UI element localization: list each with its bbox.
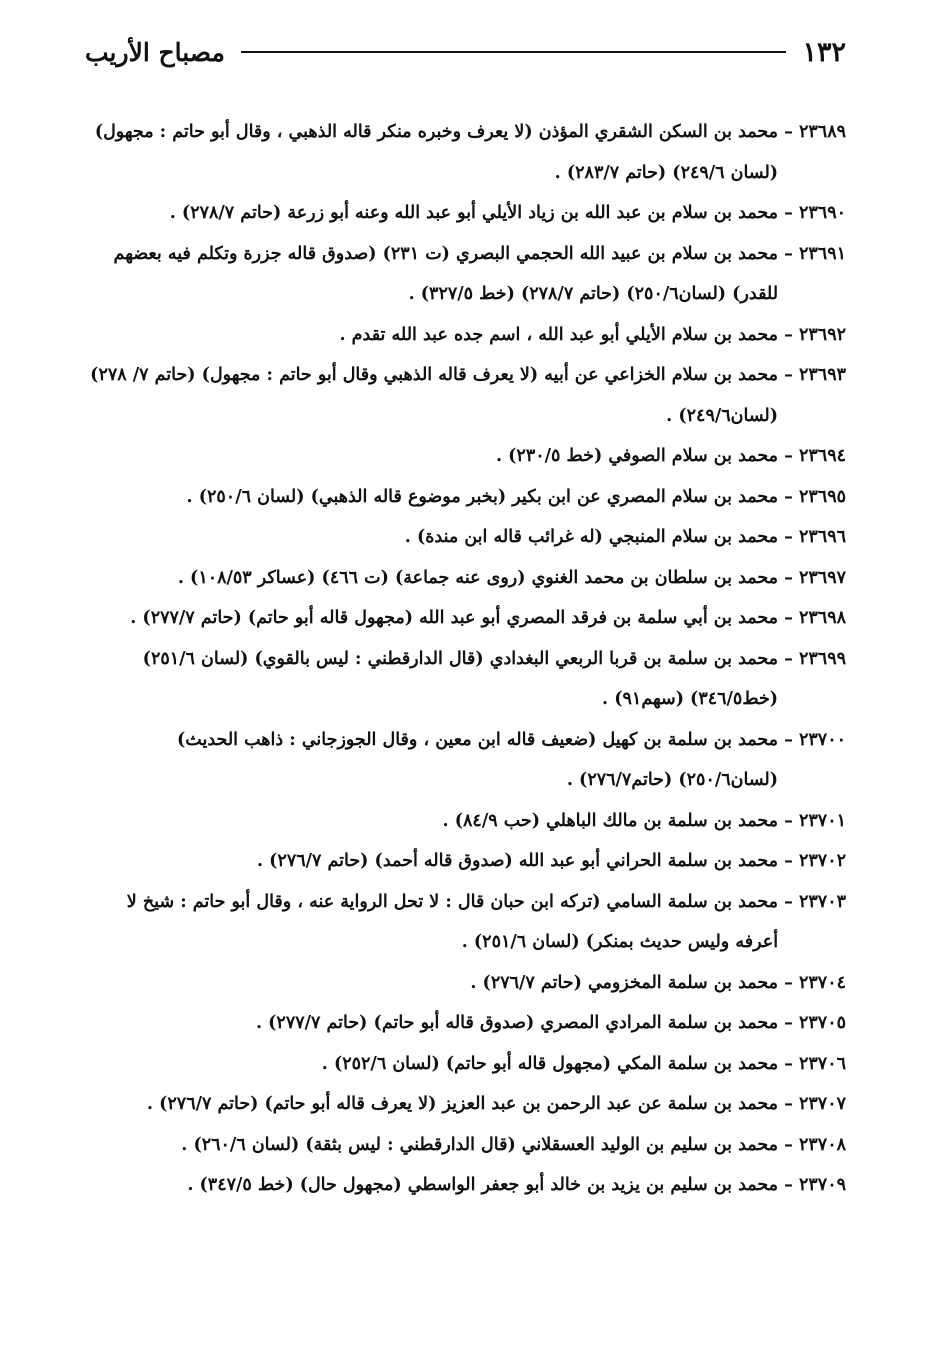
entry-23692: [84, 315, 846, 356]
entry-text: محمد بن سلمة بن كهيل (ضعيف قاله ابن معين ، وقال الجوزجاني : ذاهب الحديث) (لسان٢٥٠/٦) (حاتم٢٧٦/٧) .: [177, 729, 779, 790]
entry-23693: [84, 355, 846, 436]
entry-23695: [84, 477, 846, 518]
entry-text: محمد بن سلمة المرادي المصري (صدوق قاله أبو حاتم) (حاتم ٢٧٧/٧) .: [255, 1013, 779, 1033]
entry-text: محمد بن سلمة عن عبد الرحمن بن عبد العزيز (لا يعرف قاله أبو حاتم) (حاتم ٢٧٦/٧) .: [146, 1094, 779, 1114]
entry-text: محمد بن سلام الخزاعي عن أبيه (لا يعرف قاله الذهبي وقال أبو حاتم : مجهول) (حاتم ٧/ ٢٧٨) (لسان٢٤٩/٦) .: [90, 365, 779, 426]
entry-23689: [84, 112, 846, 193]
entry-number: ٢٣٦٩٦ –: [784, 527, 846, 547]
entry-23704: [84, 963, 846, 1004]
page-number: ١٣٢: [802, 36, 846, 68]
entry-23700: [84, 720, 846, 801]
entry-number: ٢٣٦٨٩ –: [784, 122, 846, 142]
entry-text: محمد بن السكن الشقري المؤذن (لا يعرف وخبره منكر قاله الذهبي ، وقال أبو حاتم : مجهول) (لسان ٢٤٩/٦) (حاتم ٢٨٣/٧) .: [94, 122, 779, 183]
entry-number: ٢٣٧٠١ –: [784, 810, 846, 831]
entry-number: ٢٣٧٠٢ –: [784, 851, 846, 871]
entry-number: ٢٣٦٩٧ –: [784, 567, 846, 588]
header-rule: [241, 51, 787, 53]
entry-number: ٢٣٧٠٠ –: [784, 729, 846, 750]
entry-text: محمد بن سلام المصري عن ابن بكير (بخبر موضوع قاله الذهبي) (لسان ٢٥٠/٦) .: [186, 486, 779, 507]
entry-text: محمد بن سلام الأيلي أبو عبد الله ، اسم جده عبد الله تقدم .: [339, 324, 779, 345]
entry-23707: [84, 1084, 846, 1125]
entry-number: ٢٣٦٩٣ –: [784, 365, 846, 385]
entry-23705: [84, 1003, 846, 1044]
entry-number: ٢٣٦٩٥ –: [784, 486, 846, 507]
entry-number: ٢٣٧٠٨ –: [784, 1134, 846, 1155]
entry-text: محمد بن سلام بن عبد الله بن زياد الأيلي أبو عبد الله وعنه أبو زرعة (حاتم ٢٧٨/٧) .: [169, 203, 779, 223]
entry-text: محمد بن سلام المنبجي (له غرائب قاله ابن مندة) .: [404, 527, 779, 547]
entry-text: محمد بن سلمة بن قربا الربعي البغدادي (قال الدارقطني : ليس بالقوي) (لسان ٢٥١/٦) (خط٣٤٦/٥) (سهم٩١) .: [142, 648, 779, 709]
entry-number: ٢٣٧٠٤ –: [784, 972, 846, 993]
entry-23701: [84, 801, 846, 842]
entry-23708: [84, 1125, 846, 1166]
entry-number: ٢٣٦٩٩ –: [784, 648, 846, 669]
entry-text: محمد بن سلمة الحراني أبو عبد الله (صدوق قاله أحمد) (حاتم ٢٧٦/٧) .: [256, 851, 779, 871]
entry-23703: [84, 882, 846, 963]
entries-list: [84, 112, 846, 1206]
entry-text: محمد بن سليم بن الوليد العسقلاني (قال الدارقطني : ليس بثقة) (لسان ٢٦٠/٦) .: [181, 1134, 779, 1155]
entry-number: ٢٣٧٠٧ –: [784, 1094, 846, 1114]
entry-number: ٢٣٧٠٦ –: [784, 1053, 846, 1074]
entry-text: محمد بن سلمة السامي (تركه ابن حبان قال : لا تحل الرواية عنه ، وقال أبو حاتم : شيخ لا أعرفه وليس حديث بمنكر) (لسان ٢٥١/٦) .: [126, 891, 779, 952]
page-header: [85, 32, 846, 72]
entry-23697: [84, 558, 846, 599]
book-title: مصباح الأريب: [85, 37, 225, 67]
entry-23699: [84, 639, 846, 720]
entry-23696: [84, 517, 846, 558]
entry-23709: [84, 1165, 846, 1206]
entry-23698: [84, 598, 846, 639]
entry-number: ٢٣٧٠٣ –: [784, 891, 846, 912]
entry-23691: [84, 234, 846, 315]
entry-text: محمد بن سلام بن عبيد الله الحجمي البصري (ت ٢٣١) (صدوق قاله جزرة وتكلم فيه بعضهم للقدر) (لسان٢٥٠/٦) (حاتم ٢٧٨/٧) (خط ٣٢٧/٥) .: [113, 243, 779, 304]
entry-text: محمد بن سلام الصوفي (خط ٢٣٠/٥) .: [495, 446, 779, 466]
entry-text: محمد بن أبي سلمة بن فرقد المصري أبو عبد الله (مجهول قاله أبو حاتم) (حاتم ٢٧٧/٧) .: [130, 608, 779, 628]
entry-text: محمد بن سلمة بن مالك الباهلي (حب ٨٤/٩) .: [442, 810, 779, 831]
entry-23702: [84, 841, 846, 882]
entry-number: ٢٣٦٩٢ –: [784, 324, 846, 345]
entry-text: محمد بن سلطان بن محمد الغنوي (روى عنه جماعة) (ت ٤٦٦) (عساكر ١٠٨/٥٣) .: [177, 567, 779, 588]
entry-number: ٢٣٦٩١ –: [784, 243, 846, 264]
entry-23694: [84, 436, 846, 477]
entry-number: ٢٣٦٩٨ –: [784, 608, 846, 628]
entry-number: ٢٣٦٩٠ –: [784, 203, 846, 223]
entry-number: ٢٣٧٠٩ –: [784, 1175, 846, 1195]
entry-23690: [84, 193, 846, 234]
entry-text: محمد بن سلمة المخزومي (حاتم ٢٧٦/٧) .: [470, 972, 779, 993]
entry-number: ٢٣٦٩٤ –: [784, 446, 846, 466]
entry-text: محمد بن سليم بن يزيد بن خالد أبو جعفر الواسطي (مجهول حال) (خط ٣٤٧/٥) .: [187, 1175, 779, 1195]
entry-number: ٢٣٧٠٥ –: [784, 1013, 846, 1033]
entry-text: محمد بن سلمة المكي (مجهول قاله أبو حاتم) (لسان ٢٥٢/٦) .: [321, 1053, 779, 1074]
entry-23706: [84, 1044, 846, 1085]
